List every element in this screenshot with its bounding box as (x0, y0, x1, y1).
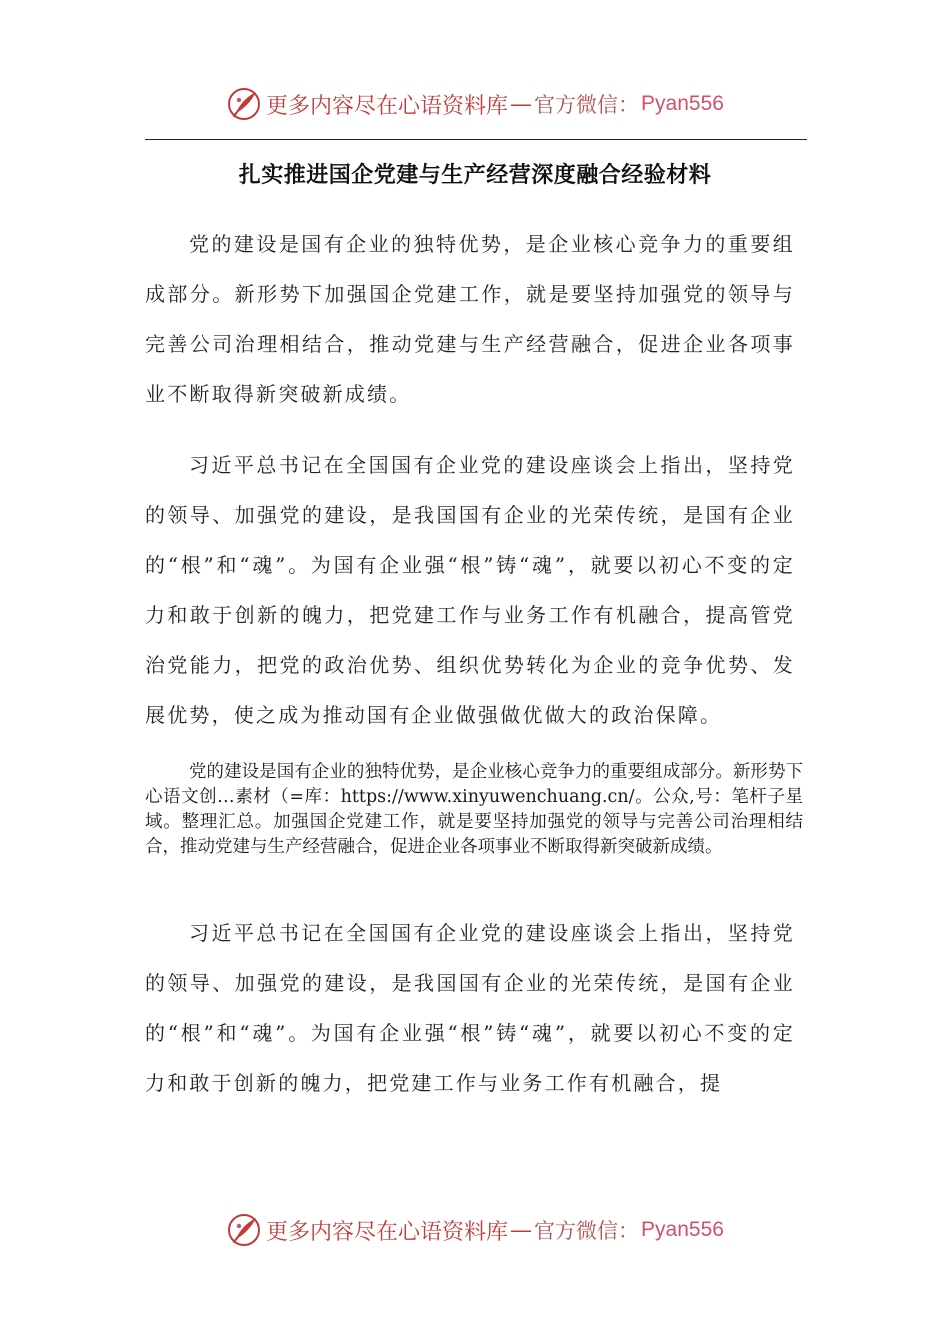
body-paragraph-3-small: 党的建设是国有企业的独特优势，是企业核心竞争力的重要组成部分。新形势下心语文创…素材（=库：https://www.xinyuwenchuang.cn/。公众,号：笔杆子星域。整理汇总。加强国企党建工作，就是要坚持加强党的领导与完善公司治理相结合，推动党建与生产经营融合，促进企业各项事业不断取得新突破新成绩。 (145, 762, 803, 857)
wechat-label: 官方微信： (534, 1219, 640, 1243)
feather-quill-logo-icon (226, 1212, 262, 1248)
brand-text: 更多内容尽在心语资料库 (266, 93, 509, 119)
header-banner[interactable] (0, 84, 950, 124)
banner-dash: — (510, 91, 533, 117)
brand-text: 更多内容尽在心语资料库 (266, 1219, 509, 1245)
header-divider (145, 139, 807, 140)
body-paragraph-2: 习近平总书记在全国国有企业党的建设座谈会上指出，坚持党的领导、加强党的建设，是我国国有企业的光荣传统，是国有企业的“根”和“魂”。为国有企业强“根”铸“魂”，就要以初心不变的定力和敢于创新的魄力，把党建工作与业务工作有机融合，提高管党治党能力，把党的政治优势、组织优势转化为企业的竞争优势、发展优势，使之成为推动国有企业做强做优做大的政治保障。 (145, 453, 795, 727)
banner-dash: — (510, 1217, 533, 1243)
footer-banner[interactable] (0, 1210, 950, 1250)
document-title: 扎实推进国企党建与生产经营深度融合经验材料 (238, 163, 712, 188)
feather-quill-logo-icon (226, 86, 262, 122)
body-paragraph-4: 习近平总书记在全国国有企业党的建设座谈会上指出，坚持党的领导、加强党的建设，是我国国有企业的光荣传统，是国有企业的“根”和“魂”。为国有企业强“根”铸“魂”，就要以初心不变的定力和敢于创新的魄力，把党建工作与业务工作有机融合，提 (145, 921, 795, 1095)
wechat-handle: Pyan556 (641, 92, 724, 115)
body-paragraph-1: 党的建设是国有企业的独特优势，是企业核心竞争力的重要组成部分。新形势下加强国企党建工作，就是要坚持加强党的领导与完善公司治理相结合，推动党建与生产经营融合，促进企业各项事业不断取得新突破新成绩。 (145, 232, 795, 406)
wechat-label: 官方微信： (534, 93, 640, 117)
wechat-handle: Pyan556 (641, 1218, 724, 1241)
